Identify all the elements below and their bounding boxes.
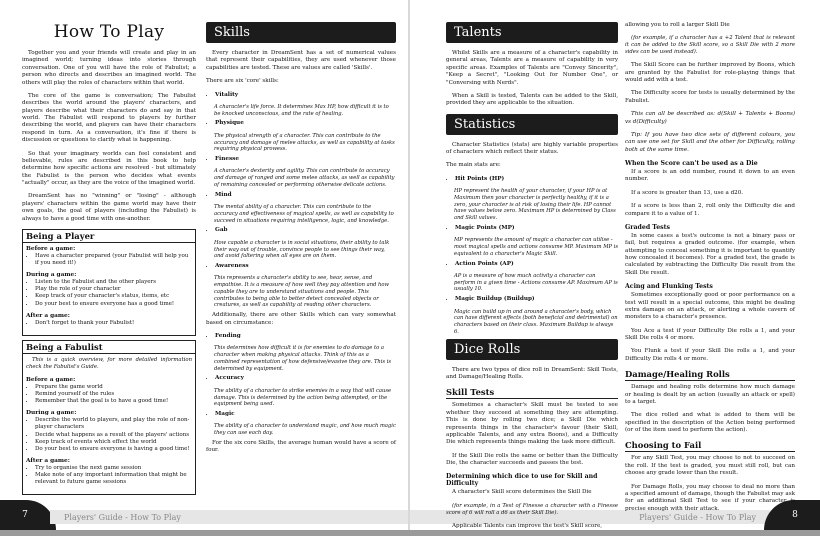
damage-paragraph: Damage and healing rolls determine how much damage or healing is dealt by an action (usually an attack or spell) to a target. xyxy=(625,384,795,405)
skill-tests-paragraph: If the Skill Die rolls the same or better than the Difficulty Die, the character succeeds and passes the test. xyxy=(446,452,618,466)
intro-paragraph: The core of the game is conversation; The Fabulist describes the world around the players' characters, and players describe what their characters do and say in that world. The Fabulist will respond to players by further describing the world, and players can have their characters respond in turn. As a conversation, it's fine if there is discussion or questions to clarify what is happening. xyxy=(22,92,196,144)
list-item: • Listen to the Fabulist and the other players xyxy=(35,279,192,286)
core-skills-intro: There are six 'core' skills: xyxy=(206,78,279,85)
additional-skills-intro: Additionally, there are other Skills which can vary somewhat based on circumstance: xyxy=(206,312,396,326)
skills-intro: Every character in DreamSent has a set of numerical values that represent their capabilities, they are used whenever those capabilities are tested. These are values are called 'Skills'. xyxy=(206,50,396,71)
core-skills-list xyxy=(206,120,396,127)
skill-description: The mental ability of a character. This can contribute to the accuracy and effectiveness of magical spells, as well as capability to succeed in situations requiring intelligence, logic, and knowledge. xyxy=(214,204,394,224)
page-title: How To Play xyxy=(53,22,165,42)
box-subheading: After a game: xyxy=(26,457,70,464)
stats-list xyxy=(446,296,618,303)
stat-name: Magic Buildup (Buildup) xyxy=(455,296,535,303)
skill-description: A character's dexterity and agility. This can contribute to accuracy and damage of ranged and some melee attacks, as well as capability of remaining concealed or performing otherwise delicate actions. xyxy=(214,168,395,188)
box-subheading: Before a game: xyxy=(26,376,76,383)
stat-name: Hit Points (HP) xyxy=(455,175,505,182)
list-item xyxy=(215,411,396,418)
being-a-player-box xyxy=(22,229,196,336)
list-item: • Describe the world to players, and play the role of non-player characters xyxy=(35,417,192,431)
skill-name: Physique xyxy=(215,120,244,127)
skill-description: This represents a character's ability to see, hear, sense, and empathise. It is a measure of how well they pay attention and how capable they are to understand situations and people. This contributes to being able to better detect concealed objects or creatures, as well as capability at reading other characters. xyxy=(214,275,389,309)
stat-description: Magic can build up in and around a character's body, which can have different effects (both beneficial and detrimental) on characters based on their class. Maximum Buildup is always 6. xyxy=(454,308,618,335)
skill-name: Mind xyxy=(215,191,232,198)
list-item: • Remind yourself of the rules xyxy=(35,391,192,398)
skill-tests-paragraph: Sometimes a character's Skill must be tested to see whether they succeed at something they are attempting. This is done by rolling two dice; a Skill Die which represents things in the character's favour (their Skill, applicable Talents, and any extra Boons), and a Difficulty Die which represents things making the task more difficult. xyxy=(446,402,618,446)
graded-tests-heading: Graded Tests xyxy=(625,223,670,231)
dice-rules-column xyxy=(625,22,795,519)
determining-paragraph: Applicable Talents can improve the test's Skill score, xyxy=(452,522,603,529)
talents-paragraph: Whilst Skills are a measure of a character's capability in general areas, Talents are a measure of capability in very specific areas. Examples of Talents are "Convey Sincerity", "Keep a Secret", "Looking Out for Number One", or "Conversing with Nerds". xyxy=(446,50,618,86)
acing-paragraph: Sometimes exceptionally good or poor performance on a test will result in a special outcome, this might be dealing extra damage on an attack, or alerting a whole cavern of monsters to a character's presence. xyxy=(625,292,795,321)
damage-healing-heading: Damage/Healing Rolls xyxy=(625,369,795,381)
core-skills-list xyxy=(206,156,396,163)
additional-skills-list xyxy=(206,333,396,340)
talent-note: (for example, if a character has a +2 Talent that is relevant it can be added to the Skill score, so a Skill Die with 2 more sides can be used instead). xyxy=(625,35,795,56)
page-number: 8 xyxy=(764,500,820,530)
list-item: • Try to organise the next game session xyxy=(35,465,192,472)
skill-description: The ability of a character to strike enemies in a way that will cause damage. This is determined by the action being attempted, or the equipment being used. xyxy=(214,387,392,408)
skill-description: A character's life force. It determines Max HP, how difficult it is to be knocked unconscious, and the rate of healing. xyxy=(214,103,389,117)
acing-paragraph: You Flunk a test if your Skill Die rolls a 1, and your Difficulty Die rolls 4 or more. xyxy=(625,348,795,362)
skill-tests-heading: Skill Tests xyxy=(446,387,618,399)
stat-name: Magic Points (MP) xyxy=(455,224,515,231)
acing-flunking-heading: Acing and Flunking Tests xyxy=(625,283,713,291)
stats-list xyxy=(446,225,618,232)
bullet-list xyxy=(26,384,192,405)
stat-description: MP represents the amount of magic a character can utilise - most magical spells and actions consume MP. Maximum MP is equivalent to a character's Magic Skill. xyxy=(454,237,618,257)
core-skills-list xyxy=(206,263,396,270)
list-item xyxy=(215,92,396,99)
box-title: Being a Fabulist xyxy=(23,341,195,354)
list-item xyxy=(215,192,396,199)
list-item xyxy=(455,176,618,183)
rule-paragraph: If a score is an odd number, round it down to an even number. xyxy=(625,169,795,183)
determining-note: (for example, in a Test of Finesse a character with a Finesse score of 6 will roll a d6 as their Skill Die). xyxy=(446,502,618,516)
being-a-fabulist-box xyxy=(22,340,196,496)
determining-dice-heading: Determining which dice to use for Skill and Difficulty xyxy=(446,473,598,488)
list-item xyxy=(215,375,396,382)
left-page xyxy=(0,0,410,530)
difficulty-paragraph: The Difficulty score for tests is usually determined by the Fabulist. xyxy=(625,90,795,104)
bullet-list xyxy=(26,279,192,308)
box-subheading: After a game: xyxy=(26,312,70,319)
talents-statistics-dice-column xyxy=(446,22,618,536)
skill-name: Accuracy xyxy=(215,375,244,382)
talents-paragraph: When a Skill is tested, Talents can be added to the Skill, provided they are applicable to the situation. xyxy=(446,92,618,107)
list-item: • Play the role of your character xyxy=(35,286,192,293)
list-item: • Do your best to ensure everyone has a good time! xyxy=(35,301,192,308)
how-to-play-column xyxy=(22,22,196,499)
skill-name: Awareness xyxy=(215,263,249,270)
tip: Tip: If you have two dice sets of different colours, you can use one set for Skill and the other for Difficulty, rolling both at the same time. xyxy=(625,131,795,153)
core-skills-list xyxy=(206,227,396,234)
list-item: • Keep track of your character's status, items, etc xyxy=(35,293,192,300)
list-item xyxy=(215,227,396,234)
footer-label: Players' Guide - How To Play xyxy=(410,510,770,524)
skills-column xyxy=(206,22,396,461)
stat-description: HP represent the health of your character, if your HP is at Maximum then your character is perfectly healthy, if it is a zero, your character is at risk of losing their life. HP cannot have values below zero. Maximum HP is determined by Class and Skill values. xyxy=(454,188,616,222)
damage-paragraph: The dice rolled and what is added to them will be specified in the description of the Action being performed (or of the item used to perform the action). xyxy=(625,412,795,434)
skill-description: This determines how difficult it is for enemies to do damage to a character when making physical attacks. Think of this as a combined representation of how defensive/evasive they are. This is determined by equipment. xyxy=(214,345,392,372)
list-item xyxy=(455,261,618,268)
dice-rolls-intro: There are two types of dice roll in DreamSent: Skill Tests, and Damage/Healing Rolls. xyxy=(446,366,618,380)
additional-skills-list xyxy=(206,375,396,382)
acing-paragraph: You Ace a test if your Difficulty Die rolls a 1, and your Skill Die rolls 4 or more. xyxy=(625,327,795,342)
skill-name: Finesse xyxy=(215,156,239,163)
box-title: Being a Player xyxy=(23,230,195,243)
statistics-intro: Character Statistics (stats) are highly variable properties of characters which reflect their status. xyxy=(446,141,618,155)
list-item: • Do your best to ensure everyone is having a good time! xyxy=(35,446,192,453)
fail-paragraph: For any Skill Test, you may choose to not to succeed on the roll. If the test is graded, you must still roll, but can choose any grade lower than the result. xyxy=(625,455,795,477)
list-item xyxy=(455,225,618,232)
skill-description: How capable a character is in social situations, their ability to talk their way out of trouble, convince people to see things their way, and avoid faltering when all eyes are on them. xyxy=(214,239,390,260)
box-subheading: During a game: xyxy=(26,272,77,279)
dice-rolls-heading: Dice Rolls xyxy=(446,339,618,360)
bullet-list xyxy=(26,417,192,453)
rule-paragraph: If a score is less than 2, roll only the Difficulty die and compare it to a value of 1. xyxy=(625,203,795,217)
graded-paragraph: In some cases a test's outcome is not a binary pass or fail, but requires a graded outcome. (for example, when attempting to conceal something it is important to quantify how concealed it becomes). For a graded test, the grade is calculated by subtracting the Difficulty Die result from the Skill Die result. xyxy=(625,232,795,276)
additional-skills-list xyxy=(206,411,396,418)
list-item xyxy=(215,263,396,270)
footer-label: Players' Guide - How To Play xyxy=(50,510,410,524)
fail-paragraph: For Damage Rolls, you may choose to deal no more than a specified amount of damage, though the Fabulist may ask for an additional Skill Test to see if your character is precise enough with their attack. xyxy=(625,483,795,512)
intro-paragraph: So that your imaginary worlds can feel consistent and believable, rules are described in this book to help determine how specific actions are resolved - but ultimately the Fabulist is the person who decides what events "actually" occur, as they are the voice of the imagined world. xyxy=(22,150,196,186)
list-item: • Keep track of events which effect the world xyxy=(35,439,192,446)
list-item: • Don't forget to thank your Fabulist! xyxy=(35,320,192,327)
list-item xyxy=(215,156,396,163)
box-subheading: During a game: xyxy=(26,410,77,417)
skill-name: Fending xyxy=(215,332,241,339)
intro-paragraph: DreamSent has no "winning" or "losing" - although players' characters within the game world may have their own goals, the goal of players (including the Fabulist) is always to have a good time with one-another. xyxy=(22,193,196,222)
skills-heading: Skills xyxy=(206,22,396,43)
list-item: • Prepare the game world xyxy=(35,384,192,391)
list-item xyxy=(215,120,396,127)
skill-description: The ability of a character to understand magic, and how much magic they can use each day. xyxy=(214,423,396,437)
stat-name: Action Points (AP) xyxy=(455,260,514,267)
left-footer xyxy=(0,504,410,530)
boons-paragraph: The Skill Score can be further improved by Boons, which are granted by the Fabulist for role-playing things that would add with a test. xyxy=(625,62,795,84)
core-skills-list xyxy=(206,192,396,199)
core-skills-list xyxy=(206,92,396,99)
skill-description: The physical strength of a character. This can contribute to the accuracy and damage of melee attacks, as well as capability at tasks requiring physical prowess. xyxy=(214,132,395,153)
list-item: • Remember that the goal is to have a good time! xyxy=(35,398,192,405)
skill-name: Magic xyxy=(215,411,235,417)
list-item xyxy=(215,333,396,340)
stats-list xyxy=(446,261,618,268)
stats-list xyxy=(446,176,618,183)
score-not-die-heading: When the Score can't be used as a Die xyxy=(625,160,758,168)
bullet-list xyxy=(26,253,192,267)
skill-name: Vitality xyxy=(215,91,239,98)
intro-paragraph: Together you and your friends will create and play in an imagined world; turning ideas into stories through conversation. One of you will have the role of Fabulist; a person who directs and describes an imagined world. The others will play the roles of characters within that world. xyxy=(22,50,196,86)
skill-name: Gab xyxy=(215,227,228,234)
talents-heading: Talents xyxy=(446,22,618,43)
stat-description: AP is a measure of how much activity a character can perform in a given time - Actions consume AP. Maximum AP is usually 10. xyxy=(454,272,618,293)
bullet-list xyxy=(26,320,192,327)
continued-paragraph: allowing you to roll a larger Skill Die xyxy=(625,22,730,28)
choosing-to-fail-heading: Choosing to Fail xyxy=(625,440,795,452)
list-item: • Decide what happens as a result of the players' actions xyxy=(35,432,192,439)
formula: This can all be described as: d(Skill + Talents + Boons) vs d(Difficulty) xyxy=(625,111,795,125)
list-item xyxy=(455,296,618,303)
list-item: • Have a character prepared (your Fabulist will help you if you need it!) xyxy=(35,253,192,267)
list-item: • Make note of any important information that might be relevant to future game sessions xyxy=(35,472,192,486)
rule-paragraph: If a score is greater than 13, use a d20. xyxy=(631,189,744,196)
main-stats-intro: The main stats are: xyxy=(446,162,501,169)
page-number: 7 xyxy=(0,500,56,530)
skills-outro: For the six core Skills, the average human would have a score of four. xyxy=(206,439,396,454)
box-subheading: Before a game: xyxy=(26,245,76,252)
determining-paragraph: A character's Skill score determines the Skill Die xyxy=(452,489,592,496)
statistics-heading: Statistics xyxy=(446,114,618,135)
box-note: This is a quick overview, for more detailed information check the Fabulist's Guide. xyxy=(26,356,192,370)
bullet-list xyxy=(26,465,192,486)
